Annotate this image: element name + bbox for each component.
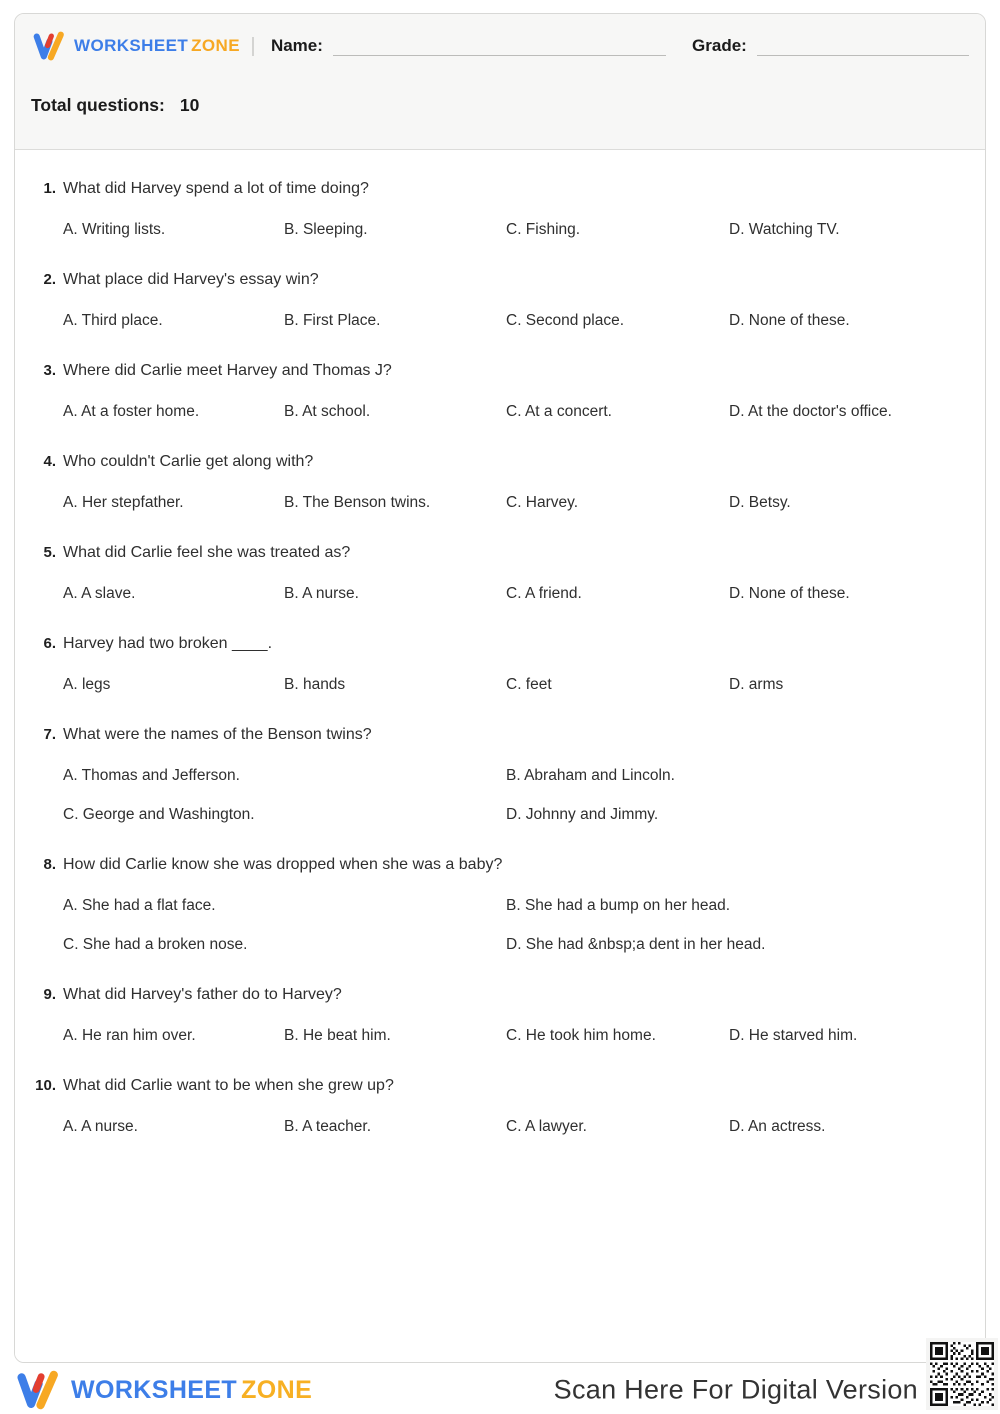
option-b: B. The Benson twins.: [284, 494, 431, 511]
w-logo-icon: [31, 29, 67, 63]
header-brand-row: [31, 28, 969, 64]
question-text: How did Carlie know she was dropped when she was a baby?: [63, 856, 503, 873]
question-item-8: [15, 853, 961, 957]
question-item-9: [15, 983, 961, 1048]
footer-brand-wordmark: [71, 1376, 312, 1405]
option-b: B. She had a bump on her head.: [506, 897, 731, 914]
option-b: B. A nurse.: [284, 585, 359, 602]
brand-word2: ZONE: [241, 1375, 313, 1404]
options-row: [63, 400, 961, 424]
option-a: A. Writing lists.: [63, 221, 166, 238]
question-number: 2.: [43, 271, 56, 288]
option-a: A. A slave.: [63, 585, 136, 602]
option-c: C. Second place.: [506, 312, 625, 329]
brand-word1: WORKSHEET: [74, 36, 189, 55]
question-number: 10.: [35, 1077, 56, 1094]
option-d: D. Watching TV.: [729, 221, 840, 238]
option-a: A. She had a flat face.: [63, 897, 216, 914]
option-c: C. A lawyer.: [506, 1118, 587, 1135]
question-item-2: [15, 268, 961, 333]
question-text: What did Carlie want to be when she grew up?: [63, 1077, 394, 1094]
option-c: C. At a concert.: [506, 403, 612, 420]
question-text: What were the names of the Benson twins?: [63, 726, 372, 743]
option-d: D. At the doctor's office.: [729, 403, 892, 420]
option-d: D. None of these.: [729, 585, 850, 602]
option-c: C. She had a broken nose.: [63, 936, 248, 953]
option-d: D. arms: [729, 676, 784, 693]
grade-blank-line: [757, 55, 969, 56]
option-b: B. At school.: [284, 403, 371, 420]
question-text: Harvey had two broken ____.: [63, 635, 273, 652]
question-item-10: [15, 1074, 961, 1139]
question-number: 1.: [43, 180, 56, 197]
question-number: 5.: [43, 544, 56, 561]
option-c: C. Fishing.: [506, 221, 581, 238]
options-row: [63, 218, 961, 242]
option-c: C. feet: [506, 676, 552, 693]
worksheet-card: [14, 13, 986, 1363]
option-b: B. A teacher.: [284, 1118, 372, 1135]
option-d: D. Johnny and Jimmy.: [506, 806, 659, 823]
question-item-1: [15, 177, 961, 242]
scan-here-text: Scan Here For Digital Version: [553, 1374, 918, 1405]
option-a: A. He ran him over.: [63, 1027, 196, 1044]
options-row: [63, 1115, 961, 1139]
question-item-3: [15, 359, 961, 424]
option-d: D. She had &nbsp;a dent in her head.: [506, 936, 766, 953]
question-number: 4.: [43, 453, 56, 470]
options-row: [63, 309, 961, 333]
options-row: [63, 1024, 961, 1048]
footer-bar: [14, 1366, 986, 1414]
name-blank-line: [333, 55, 666, 56]
question-number: 8.: [43, 856, 56, 873]
option-a: A. legs: [63, 676, 111, 693]
option-b: B. hands: [284, 676, 346, 693]
option-b: B. First Place.: [284, 312, 381, 329]
question-number: 3.: [43, 362, 56, 379]
question-text: What did Harvey spend a lot of time doing?: [63, 180, 369, 197]
question-text: Who couldn't Carlie get along with?: [63, 453, 314, 470]
question-text: Where did Carlie meet Harvey and Thomas J?: [63, 362, 392, 379]
total-questions-row: [31, 95, 969, 116]
option-a: A. A nurse.: [63, 1118, 138, 1135]
options-grid: [63, 894, 961, 957]
qr-code-icon: [926, 1338, 998, 1410]
options-row: [63, 582, 961, 606]
questions-panel: [15, 150, 985, 1362]
question-item-5: [15, 541, 961, 606]
option-a: A. Thomas and Jefferson.: [63, 767, 240, 784]
total-questions-label: Total questions:: [31, 95, 165, 115]
question-item-4: [15, 450, 961, 515]
option-d: D. Betsy.: [729, 494, 791, 511]
name-label: Name:: [270, 36, 323, 55]
header-bar: [15, 14, 985, 150]
question-text: What did Carlie feel she was treated as?: [63, 544, 351, 561]
question-text: What place did Harvey's essay win?: [63, 271, 319, 288]
options-row: [63, 491, 961, 515]
option-c: C. Harvey.: [506, 494, 579, 511]
total-questions-value: 10: [179, 95, 200, 115]
option-d: D. An actress.: [729, 1118, 826, 1135]
option-b: B. Abraham and Lincoln.: [506, 767, 675, 784]
option-a: A. Third place.: [63, 312, 163, 329]
option-d: D. He starved him.: [729, 1027, 858, 1044]
question-item-7: [15, 723, 961, 827]
option-d: D. None of these.: [729, 312, 850, 329]
option-b: B. Sleeping.: [284, 221, 368, 238]
option-b: B. He beat him.: [284, 1027, 391, 1044]
question-number: 9.: [43, 986, 56, 1003]
options-row: [63, 673, 961, 697]
question-number: 6.: [43, 635, 56, 652]
brand-word1: WORKSHEET: [71, 1375, 238, 1404]
header-divider: [252, 37, 254, 56]
option-a: A. Her stepfather.: [63, 494, 184, 511]
question-text: What did Harvey's father do to Harvey?: [63, 986, 342, 1003]
option-c: C. He took him home.: [506, 1027, 656, 1044]
w-logo-icon: [14, 1367, 62, 1413]
question-item-6: [15, 632, 961, 697]
brand-wordmark: [74, 36, 240, 56]
option-c: C. A friend.: [506, 585, 582, 602]
option-a: A. At a foster home.: [63, 403, 200, 420]
option-c: C. George and Washington.: [63, 806, 255, 823]
options-grid: [63, 764, 961, 827]
brand-word2: ZONE: [191, 36, 240, 55]
grade-label: Grade:: [692, 36, 747, 55]
question-number: 7.: [43, 726, 56, 743]
